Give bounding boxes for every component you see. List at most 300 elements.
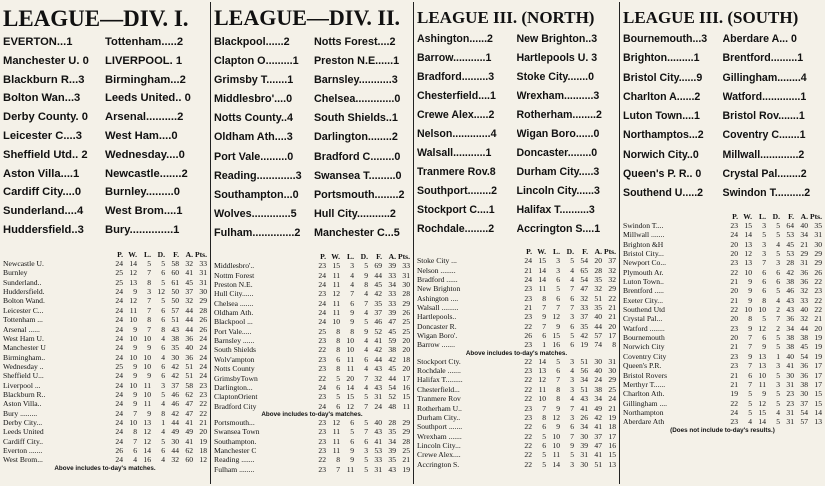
column-header: A. [594, 247, 602, 256]
team-name: Swansea Town [214, 427, 260, 437]
stat-value: 38 [786, 333, 794, 343]
stat-value: 42 [580, 331, 588, 341]
stat-value: 43 [388, 464, 396, 474]
stat-value: 10 [332, 317, 340, 327]
stat-value: 34 [786, 323, 794, 333]
stat-value: 23 [730, 351, 738, 361]
stat-value: 15 [814, 389, 822, 399]
stat-value: 21 [608, 312, 616, 322]
stat-value: 54 [800, 351, 808, 361]
away-team-score: New Brighton..3 [516, 34, 598, 45]
team-name: Sunderland.. [3, 277, 42, 287]
stat-value: 13 [814, 417, 822, 427]
home-team-score: Sunderland....4 [3, 206, 84, 218]
stat-value: 23 [318, 289, 326, 299]
stat-value: 31 [608, 356, 616, 366]
result-row [417, 224, 616, 243]
table-row [3, 287, 207, 296]
standings-table [3, 259, 207, 465]
table-row [623, 408, 822, 417]
column-header: F. [582, 247, 588, 256]
stat-value: 4 [350, 280, 354, 290]
stat-value: 24 [594, 375, 602, 385]
stat-value: 31 [814, 230, 822, 240]
result-row [3, 112, 207, 131]
result-row [214, 190, 410, 209]
stat-value: 40 [594, 312, 602, 322]
stat-value: 8 [542, 293, 546, 303]
stat-value: 7 [762, 258, 766, 268]
away-team-score: Bradford C........0 [313, 151, 401, 163]
stat-value: 36 [786, 314, 794, 324]
result-row [417, 167, 616, 186]
away-team-score: Portsmouth........2 [313, 189, 405, 201]
table-row [3, 315, 207, 324]
stat-value: 7 [556, 375, 560, 385]
table-row [3, 325, 207, 334]
stat-value: 37 [800, 398, 808, 408]
stat-value: 31 [199, 277, 207, 287]
stat-value: 3 [762, 249, 766, 259]
table-row [214, 427, 410, 436]
stat-value: 31 [580, 450, 588, 460]
stat-value: 24 [199, 371, 207, 381]
stat-value: 11 [332, 436, 340, 446]
table-body [3, 259, 207, 465]
home-team-score: Reading.............3 [214, 170, 302, 182]
stat-value: 46 [171, 399, 179, 409]
stat-value: 7 [570, 431, 574, 441]
stat-value: 3 [762, 221, 766, 231]
stat-value: 12 [552, 412, 560, 422]
league-div-one-column [0, 0, 210, 486]
table-row [214, 336, 410, 345]
stat-value: 21 [608, 403, 616, 413]
table-row [214, 383, 410, 392]
table-header-row [3, 250, 207, 259]
stat-value: 14 [758, 417, 766, 427]
table-row [623, 240, 822, 249]
stat-value: 20 [199, 427, 207, 437]
stat-value: 29 [199, 296, 207, 306]
stat-value: 11 [143, 380, 151, 390]
stat-value: 6 [350, 298, 354, 308]
stat-value: 9 [133, 343, 137, 353]
stat-value: 57 [800, 417, 808, 427]
stat-value: 22 [318, 345, 326, 355]
stat-value: 24 [115, 315, 123, 325]
table-body [214, 418, 410, 474]
stat-value: 42 [786, 267, 794, 277]
stat-value: 5 [776, 249, 780, 259]
home-team-score: Rochdale........2 [417, 224, 495, 235]
table-row [417, 357, 616, 366]
stat-value: 39 [580, 440, 588, 450]
stat-value: 49 [171, 427, 179, 437]
stat-value: 42 [171, 408, 179, 418]
column-header: A. [388, 252, 396, 262]
table-row [214, 345, 410, 354]
stat-value: 25 [115, 268, 123, 278]
stat-value: 40 [185, 343, 193, 353]
stat-value: 5 [542, 431, 546, 441]
stat-value: 6 [762, 333, 766, 343]
stat-value: 60 [185, 455, 193, 465]
team-name: Cardiff City.. [3, 436, 44, 446]
stat-value: 5 [776, 342, 780, 352]
home-team-score: Aston Villa....1 [3, 168, 80, 180]
result-row [623, 130, 822, 149]
stat-value: 30 [814, 239, 822, 249]
column-header: D. [157, 249, 165, 259]
table-row [417, 294, 616, 303]
team-name: Bournemouth [623, 333, 665, 343]
stat-value: 7 [570, 403, 574, 413]
column-header: W. [537, 247, 546, 256]
stat-value: 12 [332, 417, 340, 427]
stat-value: 30 [171, 436, 179, 446]
stat-value: 22 [524, 384, 532, 394]
stat-value: 32 [171, 455, 179, 465]
stat-value: 5 [748, 398, 752, 408]
home-team-score: Wolves.............5 [214, 208, 297, 220]
stat-value: 11 [332, 298, 340, 308]
away-team-score: Preston N.E......1 [313, 56, 400, 68]
stat-value: 62 [185, 445, 193, 455]
home-team-score: Ashington......2 [417, 34, 493, 45]
team-name: New Brighton [417, 284, 461, 294]
stat-value: 17 [814, 379, 822, 389]
result-row [214, 132, 410, 151]
result-row [214, 37, 410, 56]
stat-value: 2 [776, 305, 780, 315]
stat-value: 15 [402, 392, 410, 402]
home-team-score: Tranmere Rov.8 [417, 167, 496, 178]
stat-value: 24 [730, 407, 738, 417]
team-name: Chelsea ....... [214, 298, 254, 308]
result-row [417, 91, 616, 110]
home-team-score: Port Vale.........0 [214, 151, 294, 163]
stat-value: 30 [580, 431, 588, 441]
stat-value: 10 [143, 389, 151, 399]
stat-value: 24 [318, 280, 326, 290]
stat-value: 38 [594, 384, 602, 394]
table-row [417, 275, 616, 284]
result-row [623, 150, 822, 169]
stat-value: 36 [800, 361, 808, 371]
stat-value: 32 [185, 259, 193, 269]
stat-value: 29 [608, 284, 616, 294]
stat-value: 16 [143, 455, 151, 465]
home-team-score: Leicester C....3 [3, 130, 82, 142]
result-row [3, 75, 207, 94]
away-team-score: Manchester C...5 [313, 227, 400, 239]
stat-value: 15 [552, 331, 560, 341]
stat-value: 6 [161, 445, 165, 455]
stat-value: 37 [580, 312, 588, 322]
column-header: Pts. [397, 252, 410, 262]
stat-value: 2 [776, 323, 780, 333]
stat-value: 10 [129, 352, 137, 362]
stat-value: 5 [570, 256, 574, 266]
stat-value: 11 [402, 401, 410, 411]
stat-value: 45 [374, 280, 382, 290]
result-row [3, 187, 207, 206]
team-name: Walsall ......... [417, 303, 459, 313]
stat-value: 26 [580, 412, 588, 422]
table-row [417, 432, 616, 441]
stat-value: 15 [332, 261, 340, 271]
table-row [214, 280, 410, 289]
table-row [214, 364, 410, 373]
team-name: Tottenham ... [3, 315, 43, 325]
stat-value: 18 [199, 445, 207, 455]
stat-value: 23 [524, 412, 532, 422]
table-row [214, 355, 410, 364]
stat-value: 29 [402, 298, 410, 308]
stat-value: 9 [748, 277, 752, 287]
stat-value: 43 [580, 394, 588, 404]
stat-value: 6 [161, 268, 165, 278]
away-team-score: LIVERPOOL. 1 [105, 55, 183, 67]
stat-value: 43 [374, 382, 382, 392]
away-team-score: Gillingham........4 [722, 72, 807, 84]
column-header: Pts. [809, 211, 822, 221]
stat-value: 21 [730, 370, 738, 380]
team-name: Aston Villa.. [3, 399, 42, 409]
team-name: Plymouth Ar. [623, 267, 664, 277]
stat-value: 9 [748, 323, 752, 333]
stat-value: 51 [185, 371, 193, 381]
stat-value: 29 [800, 249, 808, 259]
stat-value: 4 [776, 295, 780, 305]
stat-value: 47 [594, 440, 602, 450]
table-row [417, 394, 616, 403]
home-team-score: Norwich City..0 [623, 149, 699, 161]
stat-value: 7 [147, 305, 151, 315]
stat-value: 10 [143, 333, 151, 343]
away-team-score: Birmingham...2 [105, 74, 186, 86]
stat-value: 6 [364, 354, 368, 364]
stat-value: 7 [147, 296, 151, 306]
stat-value: 5 [161, 436, 165, 446]
stat-value: 34 [594, 394, 602, 404]
stat-value: 9 [133, 287, 137, 297]
away-team-score: Swansea T.........0 [313, 170, 402, 182]
result-row [214, 171, 410, 190]
stat-value: 30 [580, 459, 588, 469]
column-header: W. [331, 252, 340, 262]
stat-value: 10 [129, 417, 137, 427]
stat-value: 7 [350, 289, 354, 299]
stat-value: 24 [115, 427, 123, 437]
result-row [3, 150, 207, 169]
stat-value: 5 [556, 356, 560, 366]
stat-value: 6 [336, 382, 340, 392]
stat-value: 38 [800, 379, 808, 389]
stat-value: 47 [388, 317, 396, 327]
stat-value: 24 [374, 401, 382, 411]
stat-value: 17 [814, 361, 822, 371]
stat-value: 4 [748, 417, 752, 427]
table-row [214, 308, 410, 317]
stat-value: 14 [744, 230, 752, 240]
stat-value: 32 [374, 373, 382, 383]
table-row [623, 324, 822, 333]
stat-value: 15 [744, 221, 752, 231]
table-row [623, 268, 822, 277]
stat-value: 36 [800, 370, 808, 380]
stat-value: 23 [318, 464, 326, 474]
stat-value: 4 [364, 289, 368, 299]
column-header: F. [376, 252, 382, 262]
stat-value: 50 [171, 296, 179, 306]
stat-value: 12 [129, 268, 137, 278]
away-team-score: Tottenham.....2 [105, 37, 184, 48]
header-spacer [417, 247, 518, 256]
stat-value: 60 [171, 268, 179, 278]
stat-value: 22 [730, 267, 738, 277]
team-name: Bristol Rovers [623, 370, 668, 380]
stat-value: 19 [199, 436, 207, 446]
stat-value: 45 [388, 364, 396, 374]
table-row [214, 261, 410, 270]
column-header: A. [800, 211, 808, 221]
stat-value: 23 [730, 221, 738, 231]
stat-value: 5 [364, 392, 368, 402]
stat-value: 9 [556, 321, 560, 331]
stat-value: 4 [776, 407, 780, 417]
results-list [623, 34, 822, 208]
result-row [214, 113, 410, 132]
result-row [623, 111, 822, 130]
stat-value: 44 [594, 321, 602, 331]
stat-value: 11 [346, 364, 354, 374]
stat-value: 6 [542, 440, 546, 450]
stat-value: 41 [594, 422, 602, 432]
result-row [214, 209, 410, 228]
stat-value: 10 [346, 345, 354, 355]
stat-value: 6 [556, 275, 560, 285]
home-team-score: Chesterfield....1 [417, 91, 496, 102]
stat-value: 35 [814, 221, 822, 231]
stat-value: 11 [332, 270, 340, 280]
stat-value: 10 [346, 336, 354, 346]
stat-value: 23 [199, 380, 207, 390]
column-header: W. [128, 249, 137, 259]
stat-value: 43 [786, 295, 794, 305]
stat-value: 30 [608, 366, 616, 376]
stat-value: 21 [730, 379, 738, 389]
team-name: Bradford City [214, 401, 257, 411]
column-header: L. [553, 247, 560, 256]
result-row [417, 205, 616, 224]
stat-value: 59 [388, 336, 396, 346]
team-name: Liverpool ... [3, 380, 41, 390]
stat-value: 24 [115, 305, 123, 315]
stat-value: 19 [402, 464, 410, 474]
away-team-score: Barnsley...........3 [313, 75, 398, 87]
team-name: Preston N.E. [214, 280, 253, 290]
home-team-score: EVERTON...1 [3, 37, 73, 48]
stat-value: 51 [171, 315, 179, 325]
stat-value: 6 [570, 321, 574, 331]
team-name: Leicester C... [3, 305, 44, 315]
result-row [417, 129, 616, 148]
stat-value: 7 [364, 373, 368, 383]
stat-value: 54 [580, 256, 588, 266]
home-team-score: Barrow...........1 [417, 53, 492, 64]
stat-value: 28 [594, 265, 602, 275]
stat-value: 13 [129, 277, 137, 287]
stat-value: 24 [318, 382, 326, 392]
column-header: P. [732, 211, 738, 221]
team-name: Charlton Ath. [623, 389, 665, 399]
stat-value: 22 [524, 321, 532, 331]
stat-value: 46 [786, 286, 794, 296]
stat-value: 7 [336, 464, 340, 474]
stat-value: 22 [524, 440, 532, 450]
stat-value: 8 [542, 412, 546, 422]
home-team-score: Southport........2 [417, 186, 498, 197]
stat-value: 56 [580, 366, 588, 376]
stat-value: 36 [800, 277, 808, 287]
stat-value: 40 [374, 417, 382, 427]
stat-value: 7 [542, 403, 546, 413]
stat-value: 30 [171, 352, 179, 362]
table-row [623, 230, 822, 239]
team-name: Everton ....... [3, 445, 43, 455]
stat-value: 42 [388, 354, 396, 364]
table-body [214, 261, 410, 411]
table-row [3, 455, 207, 464]
stat-value: 5 [556, 284, 560, 294]
stat-value: 9 [556, 403, 560, 413]
stat-value: 9 [147, 371, 151, 381]
stat-value: 64 [786, 221, 794, 231]
home-team-score: Queen's P. R.. 0 [623, 169, 702, 181]
away-team-score: Rotherham........2 [516, 110, 602, 121]
stat-value: 58 [171, 259, 179, 269]
stat-value: 4 [161, 427, 165, 437]
table-row [623, 371, 822, 380]
stat-value: 41 [185, 417, 193, 427]
stat-value: 10 [552, 440, 560, 450]
stat-value: 21 [524, 265, 532, 275]
table-row [417, 404, 616, 413]
team-name: Tranmere Rov [417, 394, 461, 404]
stat-value: 5 [776, 417, 780, 427]
stat-value: 31 [402, 270, 410, 280]
table-row [214, 289, 410, 298]
away-team-score: West Ham....0 [105, 130, 178, 142]
table-row [417, 366, 616, 375]
stat-value: 20 [814, 323, 822, 333]
stat-value: 35 [388, 427, 396, 437]
result-row [3, 131, 207, 150]
column-header: D. [772, 211, 780, 221]
table-row [623, 249, 822, 258]
team-name: Burnley [3, 268, 28, 278]
away-team-score: Stoke City.......0 [516, 72, 595, 83]
table-row [623, 286, 822, 295]
team-name: Queen's P.R. [623, 361, 662, 371]
result-row [214, 152, 410, 171]
table-row [417, 340, 616, 349]
team-name: Arsenal ...... [3, 324, 40, 334]
column-header: P. [117, 249, 123, 259]
stat-value: 19 [730, 389, 738, 399]
